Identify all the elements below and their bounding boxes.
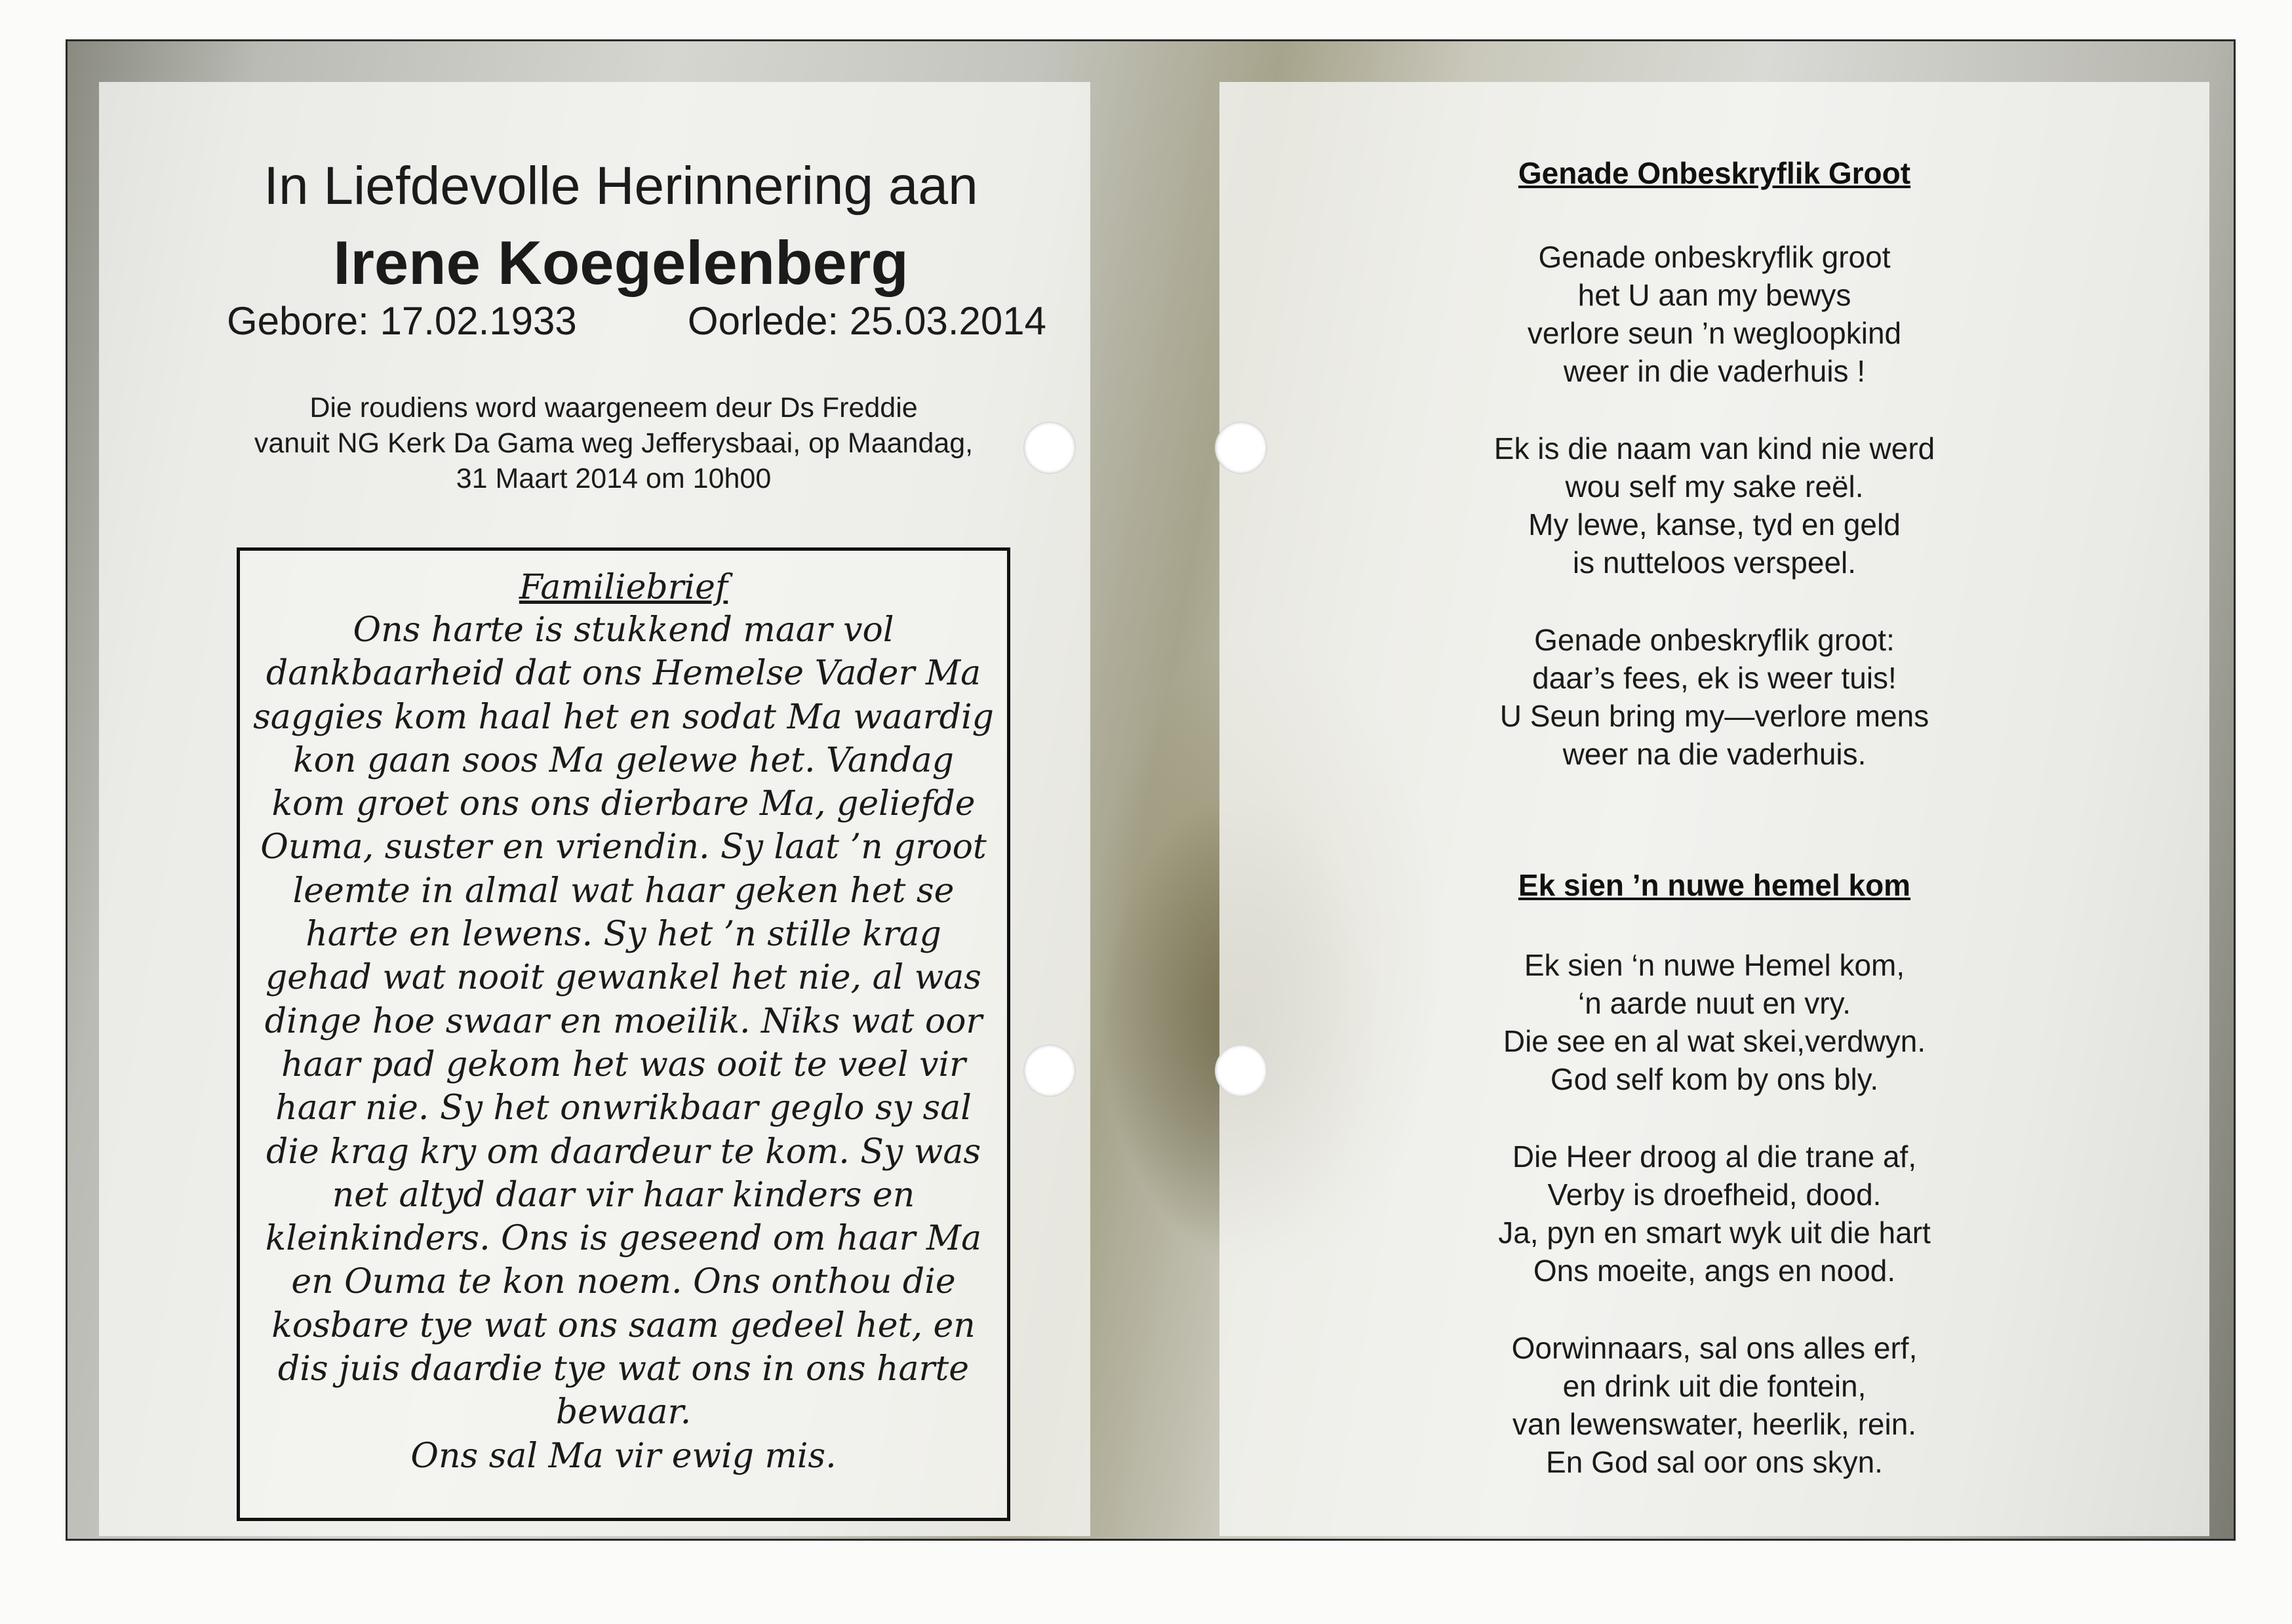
memorial-intro-heading: In Liefdevolle Herinnering aan bbox=[264, 156, 978, 216]
poem-line: Ek is die naam van kind nie werd bbox=[1493, 431, 1935, 465]
letter-line: dankbaarheid dat ons Hemelse Vader Ma bbox=[266, 654, 981, 694]
poem-title-nuwe-hemel: Ek sien ’n nuwe hemel kom bbox=[1518, 868, 1911, 902]
deceased-name: Irene Koegelenberg bbox=[333, 228, 909, 297]
poem-nuwe-hemel bbox=[1219, 946, 2209, 1520]
family-letter-closing: Ons sal Ma vir ewig mis. bbox=[410, 1436, 837, 1476]
poem-line: En God sal oor ons skyn. bbox=[1546, 1445, 1883, 1479]
letter-line: saggies kom haal het en sodat Ma waardig bbox=[253, 697, 994, 737]
poem-line: van lewenswater, heerlik, rein. bbox=[1512, 1407, 1917, 1441]
poem-line: Verby is droefheid, dood. bbox=[1547, 1178, 1882, 1212]
poem-line: daar’s fees, ek is weer tuis! bbox=[1532, 661, 1897, 695]
poem-line: weer in die vaderhuis ! bbox=[1563, 354, 1866, 388]
letter-line: kom groet ons ons dierbare Ma, geliefde bbox=[271, 784, 976, 824]
letter-line: gehad wat nooit gewankel het nie, al was bbox=[266, 958, 981, 998]
punch-hole bbox=[1023, 1044, 1076, 1097]
letter-line: kleinkinders. Ons is geseend om haar Ma bbox=[265, 1219, 982, 1259]
poem-line: Genade onbeskryflik groot: bbox=[1534, 623, 1895, 657]
poem-line: weer na die vaderhuis. bbox=[1562, 737, 1867, 771]
letter-line: leemte in almal wat haar geken het se bbox=[292, 871, 955, 911]
left-panel bbox=[99, 82, 1090, 1536]
poem-line: U Seun bring my—verlore mens bbox=[1499, 699, 1929, 733]
poem-line: God self kom by ons bly. bbox=[1550, 1062, 1879, 1096]
letter-line: en Ouma te kon noem. Ons onthou die bbox=[291, 1262, 956, 1302]
poem-title-genade: Genade Onbeskryflik Groot bbox=[1518, 156, 1911, 190]
letter-line: dinge hoe swaar en moeilik. Niks wat oor bbox=[264, 1001, 983, 1041]
death-date: Oorlede: 25.03.2014 bbox=[687, 299, 1046, 343]
poem-stanza bbox=[1219, 621, 2209, 773]
punch-hole bbox=[1215, 422, 1267, 474]
poem-line: My lewe, kanse, tyd en geld bbox=[1528, 507, 1901, 542]
poem-line: Genade onbeskryflik groot bbox=[1538, 240, 1891, 274]
poem-line: Ons moeite, angs en nood. bbox=[1533, 1254, 1896, 1288]
letter-line: net altyd daar vir haar kinders en bbox=[332, 1175, 915, 1215]
poem-line: verlore seun ’n wegloopkind bbox=[1527, 316, 1902, 350]
letter-line: kon gaan soos Ma gelewe het. Vandag bbox=[293, 740, 954, 780]
poem-line: ‘n aarde nuut en vry. bbox=[1578, 986, 1851, 1020]
poem-line: Die Heer droog al die trane af, bbox=[1512, 1139, 1917, 1174]
letter-line: haar nie. Sy het onwrikbaar geglo sy sal bbox=[275, 1088, 972, 1128]
letter-line: die krag kry om daardeur te kom. Sy was bbox=[266, 1132, 981, 1172]
service-details bbox=[204, 390, 1023, 496]
poem-stanza bbox=[1219, 429, 2209, 582]
poem-line: Die see en al wat skei,verdwyn. bbox=[1503, 1024, 1926, 1058]
poem-genade bbox=[1219, 238, 2209, 812]
poem-line: Ja, pyn en smart wyk uit die hart bbox=[1498, 1216, 1931, 1250]
family-letter-body bbox=[240, 608, 1007, 1435]
poem-stanza bbox=[1219, 1138, 2209, 1290]
letter-line: bewaar. bbox=[555, 1393, 692, 1433]
family-letter-title: Familiebrief bbox=[519, 568, 728, 607]
dates-row bbox=[227, 298, 1046, 344]
family-letter-box bbox=[237, 547, 1010, 1521]
letter-line: dis juis daardie tye wat ons in ons harte bbox=[277, 1349, 970, 1389]
poem-line: is nutteloos verspeel. bbox=[1572, 545, 1857, 580]
letter-line: kosbare tye wat ons saam gedeel het, en bbox=[271, 1305, 976, 1345]
letter-line: haar pad gekom het was ooit te veel vir bbox=[281, 1044, 966, 1084]
birth-date: Gebore: 17.02.1933 bbox=[227, 299, 577, 343]
punch-hole bbox=[1023, 422, 1076, 474]
poem-line: Ek sien ‘n nuwe Hemel kom, bbox=[1524, 948, 1905, 982]
punch-hole bbox=[1215, 1044, 1267, 1097]
service-line: 31 Maart 2014 om 10h00 bbox=[456, 463, 772, 494]
poem-line: Oorwinnaars, sal ons alles erf, bbox=[1511, 1331, 1918, 1365]
poem-stanza bbox=[1219, 238, 2209, 390]
poem-line: wou self my sake reël. bbox=[1565, 469, 1864, 504]
letter-line: Ouma, suster en vriendin. Sy laat ’n groot bbox=[260, 827, 987, 867]
letter-line: harte en lewens. Sy het ’n stille krag bbox=[306, 915, 941, 955]
service-line: vanuit NG Kerk Da Gama weg Jefferysbaai, op Maandag, bbox=[254, 427, 974, 459]
service-line: Die roudiens word waargeneem deur Ds Freddie bbox=[309, 392, 918, 424]
poem-stanza bbox=[1219, 946, 2209, 1098]
right-panel bbox=[1219, 82, 2209, 1536]
poem-line: het U aan my bewys bbox=[1577, 278, 1851, 312]
poem-stanza bbox=[1219, 1329, 2209, 1481]
memorial-card-sheet bbox=[66, 39, 2236, 1541]
poem-line: en drink uit die fontein, bbox=[1562, 1369, 1867, 1403]
letter-line: Ons harte is stukkend maar vol bbox=[353, 610, 894, 650]
